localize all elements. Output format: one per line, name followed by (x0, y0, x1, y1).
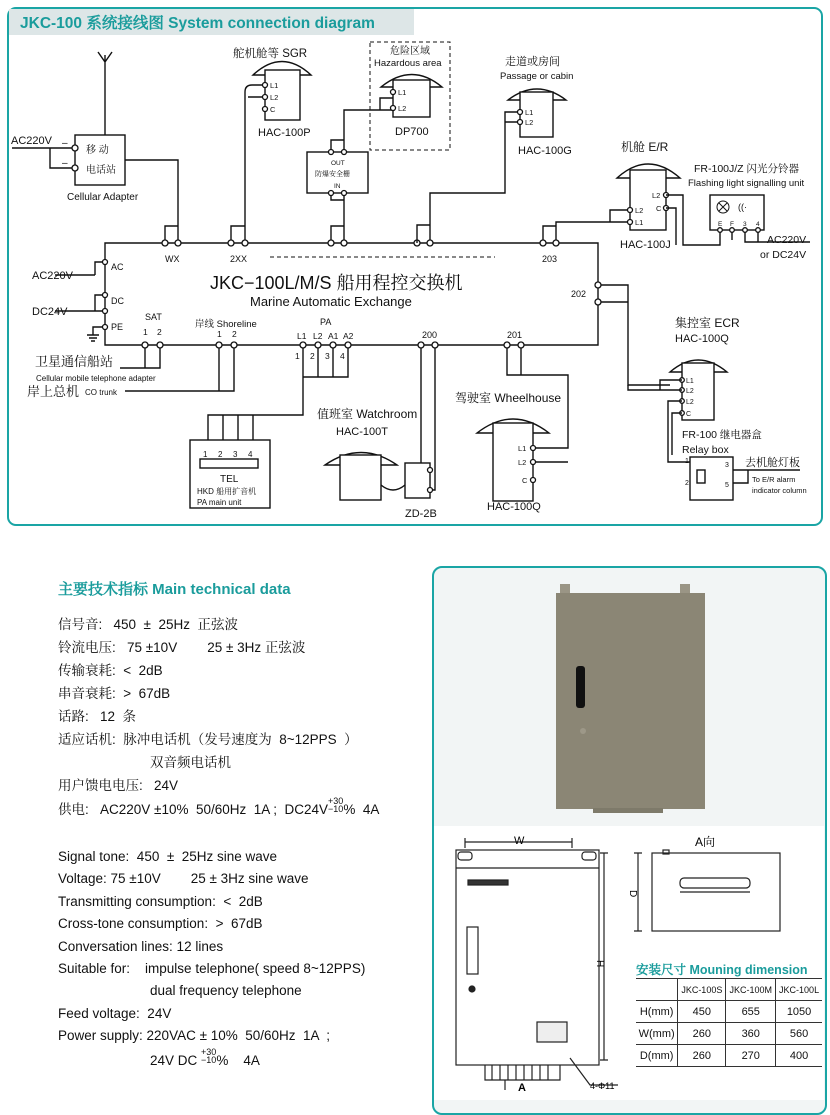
svg-text:L2: L2 (270, 93, 279, 102)
svg-text:IN: IN (334, 183, 341, 190)
svg-text:1: 1 (685, 458, 689, 465)
svg-text:or DC24V: or DC24V (760, 249, 807, 261)
svg-text:2: 2 (310, 351, 315, 361)
hac-100p-label: HAC-100P (258, 127, 311, 139)
mounting-dimension-title: 安装尺寸 Mouning dimension (636, 963, 808, 977)
relay-box-label: FR-100 继电器盒 (682, 429, 762, 441)
svg-text:1: 1 (143, 327, 148, 337)
svg-text:PA main unit: PA main unit (197, 498, 242, 507)
satellite-station-label: 卫星通信船站 (35, 354, 114, 369)
ac220v-label: AC220V (11, 135, 52, 147)
a-view-label: A向 (695, 835, 716, 849)
svg-text:TEL: TEL (220, 474, 239, 485)
svg-text:To E/R alarm: To E/R alarm (752, 475, 796, 484)
svg-text:1: 1 (295, 351, 300, 361)
svg-text:AC220V: AC220V (767, 234, 807, 246)
svg-text:2: 2 (685, 480, 689, 487)
spec-row: Transmitting consumption: < 2dB (58, 893, 263, 909)
bell-icon: ((· (738, 202, 747, 212)
spec-row: Voltage: 75 ±10V 25 ± 3Hz sine wave (58, 871, 309, 887)
spec-row: Feed voltage: 24V (58, 1005, 172, 1021)
dc24v-input-label: DC24V (32, 306, 68, 318)
svg-text:4: 4 (756, 221, 760, 228)
svg-text:C: C (656, 204, 662, 213)
svg-text:L2: L2 (525, 118, 534, 127)
svg-text:Flashing light signalling unit: Flashing light signalling unit (688, 178, 805, 189)
svg-text:5: 5 (725, 482, 729, 489)
spec-row: 铃流电压: 75 ±10V 25 ± 3Hz 正弦波 (58, 640, 306, 655)
spec-row-power: 24V DC $^{+30 -10}$% 4A (150, 1046, 260, 1068)
spec-row: Signal tone: 450 ± 25Hz sine wave (58, 849, 278, 864)
svg-text:C: C (522, 476, 528, 485)
svg-text:4: 4 (248, 450, 253, 459)
svg-text:–: – (62, 138, 68, 149)
svg-text:C: C (270, 105, 276, 114)
exchange-subtitle: Marine Automatic Exchange (250, 294, 412, 309)
svg-text:L1: L1 (635, 218, 644, 227)
svg-text:3: 3 (233, 450, 238, 459)
table-row: W(mm) 260 360 560 (636, 1023, 822, 1045)
svg-text:1: 1 (217, 329, 222, 339)
holes-label: 4-Φ11 (590, 1081, 615, 1091)
spec-row: dual frequency telephone (150, 983, 302, 999)
svg-text:L1: L1 (686, 378, 694, 385)
spec-row: 适应话机: 脉冲电话机（发号速度为 8~12PPS ） (58, 732, 358, 747)
adapter-label-cn2: 电话站 (86, 165, 116, 176)
sgr-label: 舵机舱等 SGR (233, 48, 308, 60)
spec-row-power: 供电: AC220V ±10% 50/60Hz 1A ; $DC24V^{+30 -10}\%$ 4A (58, 796, 380, 817)
spec-row: 信号音: 450 ± 25Hz 正弦波 (58, 617, 238, 632)
2xx-label: 2XX (230, 254, 248, 264)
height-label: H (594, 960, 605, 968)
spec-row: 话路: 12 条 (58, 709, 137, 724)
svg-text:2: 2 (232, 329, 237, 339)
svg-text:PA: PA (320, 317, 332, 327)
svg-text:Cellular mobile telephone adap: Cellular mobile telephone adapter (36, 374, 156, 383)
svg-text:F: F (730, 221, 734, 228)
svg-text:走道或房间: 走道或房间 (505, 56, 560, 68)
203-label: 203 (542, 254, 558, 264)
svg-text:3: 3 (325, 351, 330, 361)
hac-100g-label: HAC-100G (518, 145, 572, 157)
wheelhouse-model-label: HAC-100Q (487, 501, 541, 513)
svg-text:L1: L1 (525, 108, 534, 117)
svg-text:indicator column: indicator column (752, 486, 807, 495)
svg-text:2: 2 (218, 450, 223, 459)
spec-row: 传输衰耗: < 2dB (58, 663, 163, 678)
ac220v-input-label: AC220V (32, 270, 73, 282)
adapter-label-en: Cellular Adapter (67, 192, 139, 203)
svg-text:L1: L1 (270, 81, 279, 90)
zd-2b-label: ZD-2B (405, 508, 437, 520)
svg-text:A2: A2 (343, 331, 354, 341)
svg-text:C: C (686, 411, 692, 418)
watchroom-label: 值班室 Watchroom (317, 407, 418, 421)
svg-text:OUT: OUT (331, 160, 345, 167)
table-row: H(mm) 450 655 1050 (636, 1001, 822, 1023)
svg-text:3: 3 (743, 221, 747, 228)
diagram-title: JKC-100 系统接线图 System connection diagram (20, 15, 375, 32)
cabinet-photo (556, 584, 705, 813)
to-er-label: 去机舱灯板 (745, 457, 800, 469)
svg-text:Relay box: Relay box (682, 444, 729, 456)
svg-text:HKD 船用扩音机: HKD 船用扩音机 (197, 487, 257, 496)
svg-text:L2: L2 (686, 388, 694, 395)
spec-row: Cross-tone consumption: > 67dB (58, 916, 263, 932)
svg-text:A1: A1 (328, 331, 339, 341)
svg-text:L2: L2 (652, 191, 661, 200)
svg-text:危险区域: 危险区域 (390, 46, 430, 57)
er-label: 机舱 E/R (621, 140, 669, 154)
spec-row: Suitable for: impulse telephone( speed 8~12PPS) (58, 960, 366, 976)
svg-text:E: E (718, 221, 723, 228)
spec-row: Power supply: 220VAC ± 10% 50/60Hz 1A ; (58, 1028, 331, 1044)
svg-text:L1: L1 (297, 331, 307, 341)
hazardous-area-label: Hazardous area (374, 58, 442, 69)
co-trunk-label: 岸上总机 (27, 384, 80, 399)
fr-100jz-label: FR-100J/Z 闪光分铃器 (694, 163, 800, 175)
svg-text:HAC-100T: HAC-100T (336, 426, 388, 438)
passage-label: Passage or cabin (500, 71, 574, 82)
svg-text:DC: DC (111, 296, 124, 306)
svg-text:L2: L2 (635, 206, 644, 215)
depth-label: D (627, 890, 638, 898)
a-arrow-label: A (518, 1082, 526, 1094)
svg-text:L1: L1 (398, 88, 407, 97)
svg-text:200: 200 (422, 330, 438, 340)
width-label: W (514, 835, 525, 847)
wheelhouse-label: 驾驶室 Wheelhouse (455, 391, 562, 405)
mounting-dimension-table (636, 978, 822, 1067)
svg-text:AC: AC (111, 262, 124, 272)
shoreline-label: 岸线 Shoreline (195, 319, 257, 330)
svg-text:L2: L2 (313, 331, 323, 341)
exchange-title: JKC−100L/M/S 船用程控交换机 (210, 273, 463, 293)
spec-row: 用户馈电电压: 24V (58, 778, 179, 793)
svg-text:HAC-100Q: HAC-100Q (675, 333, 729, 345)
svg-text:CO trunk: CO trunk (85, 388, 118, 397)
svg-text:L2: L2 (398, 104, 407, 113)
svg-text:PE: PE (111, 322, 124, 332)
specs-heading: 主要技术指标 Main technical data (58, 581, 291, 598)
svg-text:L1: L1 (518, 444, 527, 453)
dp700-label: DP700 (395, 126, 429, 138)
adapter-label-cn: 移 动 (86, 145, 109, 156)
table-header-row: JKC-100S JKC-100M JKC-100L (636, 979, 822, 1001)
svg-text:202: 202 (571, 289, 587, 299)
wx-label: WX (165, 254, 180, 264)
spec-row: Conversation lines: 12 lines (58, 938, 224, 954)
svg-text:1: 1 (203, 450, 208, 459)
svg-text:2: 2 (157, 327, 162, 337)
svg-text:防爆安全栅: 防爆安全栅 (315, 171, 350, 178)
svg-text:SAT: SAT (145, 312, 162, 322)
svg-text:L2: L2 (518, 458, 527, 467)
svg-text:201: 201 (507, 330, 523, 340)
spec-row: 串音衰耗: > 67dB (58, 686, 171, 701)
svg-text:–: – (62, 158, 68, 169)
ecr-label: 集控室 ECR (675, 316, 740, 330)
svg-text:3: 3 (725, 462, 729, 469)
svg-text:L2: L2 (686, 399, 694, 406)
hac-100j-label: HAC-100J (620, 239, 671, 251)
spec-row: 双音频电话机 (150, 755, 231, 770)
svg-text:4: 4 (340, 351, 345, 361)
table-row: D(mm) 260 270 400 (636, 1045, 822, 1067)
